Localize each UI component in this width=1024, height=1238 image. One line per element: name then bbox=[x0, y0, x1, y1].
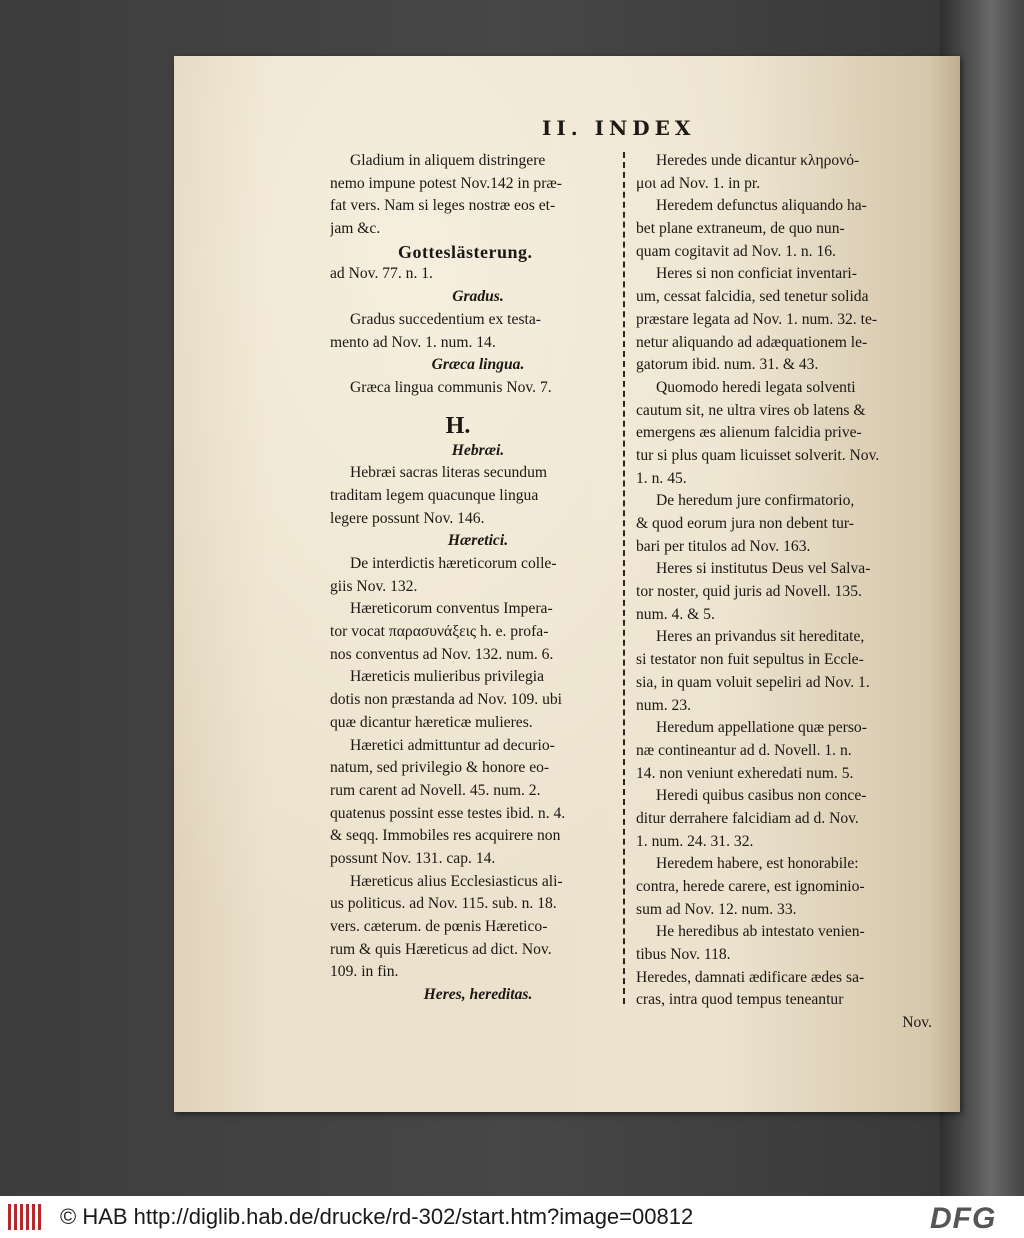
index-heading: H. bbox=[445, 412, 471, 439]
spacer bbox=[330, 400, 626, 412]
text-line: gatorum ibid. num. 31. & 43. bbox=[636, 356, 819, 374]
column-divider bbox=[623, 152, 625, 1004]
text-line: μοι ad Nov. 1. in pr. bbox=[636, 174, 761, 192]
text-line: us politicus. ad Nov. 115. sub. n. 18. bbox=[330, 895, 557, 913]
text-line: 1. n. 45. bbox=[636, 469, 687, 487]
text-line: Heredes unde dicantur κληρονό- bbox=[656, 152, 860, 169]
text-line: Heres si institutus Deus vel Salva- bbox=[656, 560, 871, 578]
text-line: & seqq. Immobiles res acquirere non bbox=[330, 827, 561, 845]
text-line: rum & quis Hæreticus ad dict. Nov. bbox=[330, 940, 552, 958]
text-line: 109. in fin. bbox=[330, 963, 399, 981]
text-line: Heredi quibus casibus non conce- bbox=[656, 787, 867, 805]
text-line: num. 23. bbox=[636, 696, 692, 714]
index-heading: Gotteslästerung. bbox=[398, 241, 533, 262]
page-header: II. INDEX bbox=[542, 116, 696, 140]
text-line: præstare legata ad Nov. 1. num. 32. te- bbox=[636, 310, 878, 328]
source-url[interactable]: © HAB http://diglib.hab.de/drucke/rd-302/start.htm?image=00812 bbox=[60, 1204, 694, 1229]
text-line: Quomodo heredi legata solventi bbox=[656, 378, 856, 396]
text-line: rum carent ad Novell. 45. num. 2. bbox=[330, 781, 541, 799]
right-column bbox=[636, 150, 932, 1035]
text-line: giis Nov. 132. bbox=[330, 577, 418, 595]
text-line: 1. num. 24. 31. 32. bbox=[636, 832, 754, 850]
text-line: nemo impune potest Nov.142 in præ- bbox=[330, 174, 563, 192]
text-line: sia, in quam voluit sepeliri ad Nov. 1. bbox=[636, 673, 870, 691]
text-line: emergens æs alienum falcidia prive- bbox=[636, 424, 862, 442]
text-line: num. 4. & 5. bbox=[636, 605, 715, 623]
text-line: He heredibus ab intestato venien- bbox=[656, 923, 865, 941]
left-column bbox=[330, 150, 626, 1007]
index-heading: Hebræi. bbox=[451, 441, 505, 459]
text-line: um, cessat falcidia, sed tenetur solida bbox=[636, 288, 869, 306]
text-line: Hæretici admittuntur ad decurio- bbox=[350, 736, 555, 754]
text-line: ditur derrahere falcidiam ad d. Nov. bbox=[636, 809, 859, 827]
text-line: tor noster, quid juris ad Novell. 135. bbox=[636, 583, 862, 601]
text-line: sum ad Nov. 12. num. 33. bbox=[636, 900, 797, 918]
text-line: Gradus succedentium ex testa- bbox=[350, 310, 541, 328]
text-line: tur si plus quam licuisset solverit. Nov. bbox=[636, 446, 880, 464]
text-line: Heredes, damnati ædificare ædes sa- bbox=[636, 968, 865, 986]
text-line: Hebræi sacras literas secundum bbox=[350, 464, 548, 482]
text-line: quatenus possint esse testes ibid. n. 4. bbox=[330, 804, 566, 822]
text-line: cautum sit, ne ultra vires ob latens & bbox=[636, 401, 866, 419]
text-line: Heres an privandus sit hereditate, bbox=[656, 628, 865, 646]
text-line: næ contineantur ad d. Novell. 1. n. bbox=[636, 741, 852, 759]
text-line: Nov. bbox=[902, 1014, 932, 1032]
text-line: bet plane extraneum, de quo nun- bbox=[636, 220, 845, 238]
text-line: Heredem defunctus aliquando ha- bbox=[656, 197, 867, 215]
text-line: traditam legem quacunque lingua bbox=[330, 486, 539, 504]
text-line: possunt Nov. 131. cap. 14. bbox=[330, 849, 496, 867]
text-line: si testator non fuit sepultus in Eccle- bbox=[636, 651, 864, 669]
text-line: fat vers. Nam si leges nostræ eos et- bbox=[330, 197, 556, 215]
text-line: mento ad Nov. 1. num. 14. bbox=[330, 333, 496, 351]
dfg-logo: DFG bbox=[930, 1202, 997, 1235]
text-line: 14. non veniunt exheredati num. 5. bbox=[636, 764, 854, 782]
text-line: natum, sed privilegio & honore eo- bbox=[330, 759, 550, 777]
text-line: bari per titulos ad Nov. 163. bbox=[636, 537, 811, 555]
text-line: tor vocat παρασυνάξεις h. e. profa- bbox=[330, 623, 549, 641]
footer-bar bbox=[0, 1196, 1024, 1238]
text-line: De heredum jure confirmatorio, bbox=[656, 492, 855, 510]
index-heading: Hæretici. bbox=[447, 532, 509, 550]
index-heading: Græca lingua. bbox=[431, 356, 525, 374]
text-line: Heres si non conficiat inventari- bbox=[656, 265, 857, 283]
index-heading: Heres, hereditas. bbox=[423, 986, 533, 1004]
text-line: Hæreticorum conventus Impera- bbox=[350, 600, 553, 618]
text-line: & quod eorum jura non debent tur- bbox=[636, 515, 854, 532]
text-line: Hæreticus alius Ecclesiasticus ali- bbox=[350, 872, 563, 890]
text-line: nos conventus ad Nov. 132. num. 6. bbox=[330, 645, 554, 663]
text-line: Græca lingua communis Nov. 7. bbox=[350, 378, 552, 396]
text-line: vers. cæterum. de pœnis Hæretico- bbox=[330, 918, 548, 935]
text-line: netur aliquando ad adæquationem le- bbox=[636, 333, 868, 351]
text-line: tibus Nov. 118. bbox=[636, 946, 731, 964]
text-line: jam &c. bbox=[330, 220, 381, 238]
text-line: De interdictis hæreticorum colle- bbox=[350, 555, 557, 572]
text-line: quam cogitavit ad Nov. 1. n. 16. bbox=[636, 242, 836, 260]
text-line: cras, intra quod tempus teneantur bbox=[636, 991, 844, 1009]
text-line: dotis non præstanda ad Nov. 109. ubi bbox=[330, 691, 563, 709]
text-line: quæ dicantur hæreticæ mulieres. bbox=[330, 713, 533, 731]
hab-logo-icon bbox=[6, 1202, 44, 1232]
text-line: Gladium in aliquem distringere bbox=[350, 152, 546, 169]
text-line: Heredem habere, est honorabile: bbox=[656, 855, 859, 873]
text-line: ad Nov. 77. n. 1. bbox=[330, 265, 433, 283]
text-line: Heredum appellatione quæ perso- bbox=[656, 719, 867, 737]
text-line: legere possunt Nov. 146. bbox=[330, 509, 485, 527]
text-line: contra, herede carere, est ignominio- bbox=[636, 878, 865, 895]
text-line: Hæreticis mulieribus privilegia bbox=[350, 668, 545, 686]
index-heading: Gradus. bbox=[452, 288, 504, 306]
